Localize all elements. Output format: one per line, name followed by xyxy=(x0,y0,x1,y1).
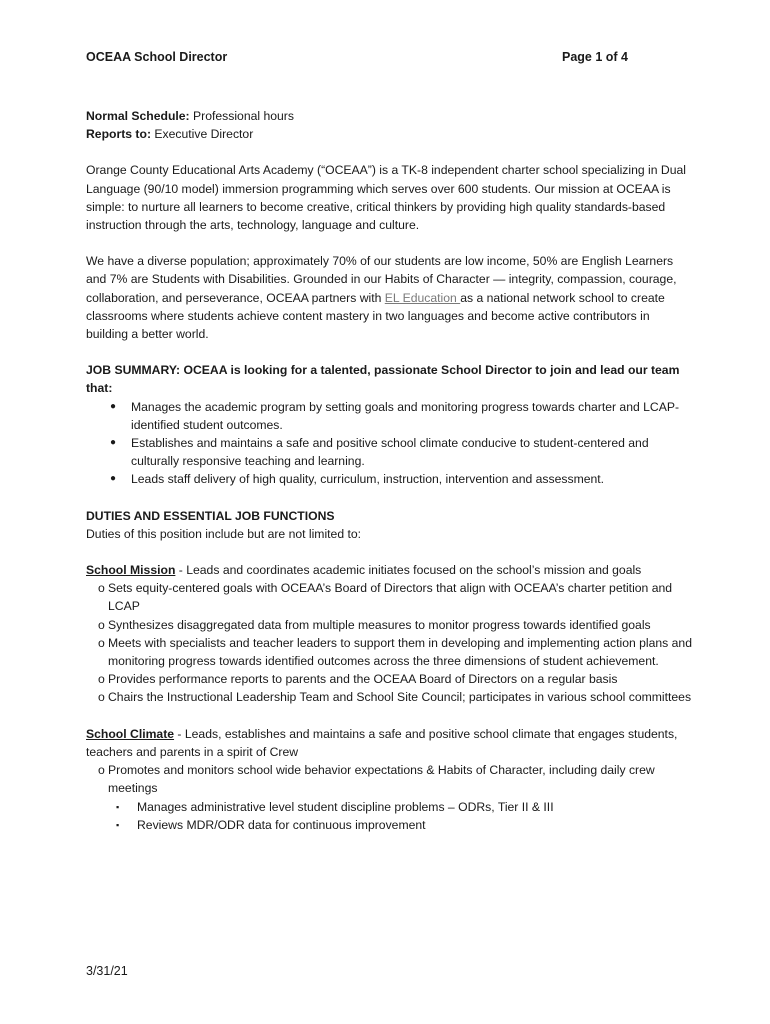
reports-label: Reports to: xyxy=(86,127,151,142)
school-climate-list xyxy=(86,761,692,797)
circle-bullet-icon: o xyxy=(98,617,105,632)
school-climate-line xyxy=(86,725,692,761)
list-item: ▪ Reviews MDR/ODR data for continuous improvement xyxy=(86,816,692,834)
circle-bullet-icon: o xyxy=(98,672,105,687)
school-mission-title: School Mission xyxy=(86,563,176,578)
schedule-line xyxy=(86,107,692,125)
job-summary-list xyxy=(86,398,692,489)
schedule-value: Professional hours xyxy=(189,109,294,123)
header-title: OCEAA School Director xyxy=(86,50,228,64)
school-mission-line xyxy=(86,561,692,579)
list-item: o Promotes and monitors school wide behavior expectations & Habits of Character, including daily crew meetings xyxy=(98,763,655,796)
duties-heading: DUTIES AND ESSENTIAL JOB FUNCTIONS xyxy=(86,508,335,523)
intro-paragraph: Orange County Educational Arts Academy (“OCEAA”) is a TK-8 independent charter school specializing in Dual Language (90/10 model) immersion programming which serves over 600 students. Our mission at OCEAA is simple: to nurture all learners to become creative, critical thinkers by providing high quality standards-based instruction through the arts, technology, language and culture. xyxy=(86,163,686,233)
list-item: o Meets with specialists and teacher leaders to support them in developing and implementing action plans and monitoring progress towards identified outcomes across the three dimensions of student achievement. xyxy=(98,635,692,669)
duties-intro: Duties of this position include but are not limited to: xyxy=(86,526,362,541)
population-text: We have a diverse population; approximately 70% of our students are low income, 50% are English Learners and 7% are Students with Disabilities. Grounded in our Habits of Character — integrity, compassion, courage, collaboration, and perseverance, OCEAA partners with xyxy=(86,254,677,305)
list-item: ● Establishes and maintains a safe and positive school climate conducive to student-centered and culturally responsive teaching and learning. xyxy=(86,434,692,470)
circle-bullet-icon: o xyxy=(98,635,105,650)
list-item: o Provides performance reports to parents and the OCEAA Board of Directors on a regular basis xyxy=(86,670,692,688)
school-climate-title: School Climate xyxy=(86,726,175,741)
population-paragraph xyxy=(86,252,692,343)
population-text-end: as a national network school to create classrooms where students achieve content mastery in two languages and become active contributors in building a better world. xyxy=(86,290,665,342)
reports-value: Executive Director xyxy=(151,127,254,142)
school-climate-sublist xyxy=(86,798,692,834)
circle-bullet-icon: o xyxy=(98,763,105,778)
footer-date: 3/31/21 xyxy=(86,964,128,978)
list-item: o Synthesizes disaggregated data from multiple measures to monitor progress towards identified goals xyxy=(86,616,692,634)
list-item: ▪ Manages administrative level student discipline problems – ODRs, Tier II & III xyxy=(86,798,692,816)
list-item: ● Leads staff delivery of high quality, curriculum, instruction, intervention and assessment. xyxy=(86,470,692,488)
job-summary-heading: JOB SUMMARY: OCEAA is looking for a talented, passionate School Director to join and lead our team that: xyxy=(86,363,680,396)
page-number: Page 1 of 4 xyxy=(562,50,628,64)
list-item: o Sets equity-centered goals with OCEAA’s Board of Directors that align with OCEAA’s charter petition and LCAP xyxy=(98,581,673,614)
reports-line xyxy=(86,125,692,143)
school-climate-desc: - Leads, establishes and maintains a safe and positive school climate that engages students, teachers and parents in a spirit of Crew xyxy=(86,726,678,759)
school-mission-list xyxy=(86,579,692,706)
school-mission-desc: - Leads and coordinates academic initiates focused on the school’s mission and goals xyxy=(175,563,642,578)
schedule-label: Normal Schedule: xyxy=(86,109,190,123)
square-bullet-icon: ▪ xyxy=(116,819,120,830)
circle-bullet-icon: o xyxy=(98,581,105,596)
list-item: ● Manages the academic program by setting goals and monitoring progress towards charter and LCAP-identified student outcomes. xyxy=(86,398,692,434)
list-item: o Chairs the Instructional Leadership Team and School Site Council; participates in various school committees xyxy=(86,688,692,706)
el-education-link[interactable]: EL Education xyxy=(384,290,461,305)
document-body xyxy=(86,107,692,834)
square-bullet-icon: ▪ xyxy=(116,801,120,812)
circle-bullet-icon: o xyxy=(98,690,105,705)
